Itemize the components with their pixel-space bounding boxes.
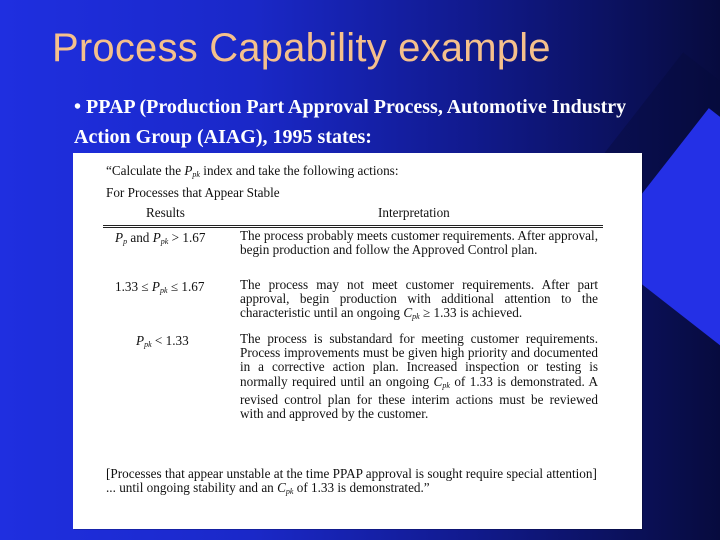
- condition-subscript: pk: [144, 340, 152, 349]
- row-2-subscript: pk: [412, 312, 420, 322]
- condition-variable: P: [115, 230, 124, 245]
- bullet-line-2: Action Group (AIAG), 1995 states:: [74, 126, 372, 148]
- row-1-interpretation: The process probably meets customer requirements. After approval, begin production and follow the Approved Control plan.: [240, 228, 598, 258]
- footer-text-end: of 1.33 is demonstrated.”: [293, 480, 430, 496]
- row-2-interpretation: [240, 278, 598, 325]
- bullet-line-1: • PPAP (Production Part Approval Process, Automotive Industry: [74, 96, 627, 118]
- intro-text: “Calculate the: [106, 163, 185, 178]
- column-header-interpretation: Interpretation: [378, 205, 450, 220]
- column-header-results: Results: [146, 205, 185, 220]
- row-3-text: The process is substandard for meeting customer requirements. Process improvements must be given high priority and documented in a corrective action plan. Increased inspection or testing is normally required until an ongoing: [240, 331, 598, 389]
- header-rule: [103, 225, 603, 226]
- condition-text: > 1.67: [168, 230, 206, 245]
- row-1-condition: [115, 231, 241, 249]
- condition-variable: P: [152, 230, 161, 245]
- row-3-variable: C: [433, 373, 443, 389]
- condition-text: ≤ 1.67: [167, 279, 205, 294]
- footer-subscript: pk: [285, 487, 294, 497]
- intro-subscript: pk: [192, 170, 200, 179]
- condition-variable: P: [151, 279, 160, 294]
- row-2-variable: C: [403, 305, 413, 321]
- excerpt-footer: [106, 467, 601, 499]
- condition-subscript: pk: [159, 286, 168, 295]
- row-3-subscript: pk: [442, 380, 450, 390]
- excerpt-subheading: For Processes that Appear Stable: [106, 185, 280, 200]
- row-3-interpretation: [240, 332, 598, 421]
- slide-title: Process Capability example: [52, 26, 551, 70]
- excerpt-intro: [106, 164, 398, 182]
- condition-subscript: p: [123, 237, 128, 246]
- condition-variable: P: [136, 333, 145, 348]
- condition-subscript: pk: [160, 237, 169, 246]
- row-2-text: The process may not meet customer requirements. After part approval, begin production with additional attention to the characteristic until an ongoing: [240, 277, 598, 321]
- condition-text: and: [127, 230, 153, 245]
- row-2-condition: [115, 280, 241, 298]
- footer-text: [Processes that appear unstable at the time PPAP approval is sought require special attention] ... until ongoing stability and an: [106, 466, 597, 496]
- intro-text-end: index and take the following actions:: [199, 163, 399, 178]
- condition-text: < 1.33: [151, 333, 189, 348]
- bullet-text: [74, 92, 720, 152]
- row-2-text-end: ≥ 1.33 is achieved.: [419, 305, 523, 321]
- row-3-text-end: of 1.33 is demonstrated. A revised control plan for these interim actions must be reviewed with and approved by the customer.: [240, 373, 599, 422]
- condition-text: 1.33 ≤: [115, 279, 152, 294]
- footer-variable: C: [277, 480, 286, 496]
- intro-variable: P: [184, 163, 193, 178]
- ppap-excerpt-image: [73, 153, 642, 529]
